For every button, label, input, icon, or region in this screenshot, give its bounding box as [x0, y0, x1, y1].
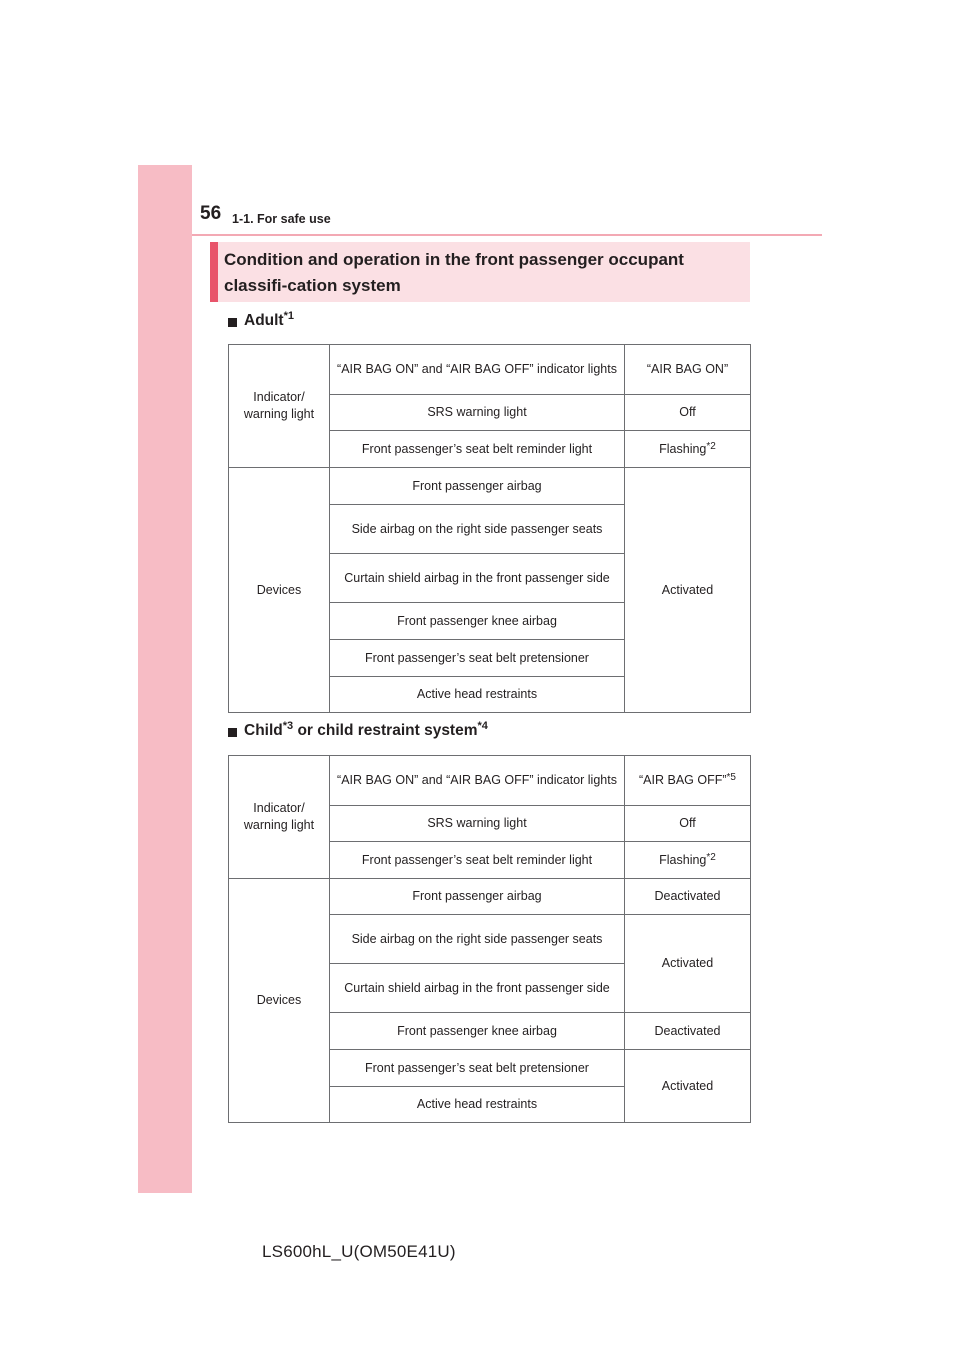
- curtain-airbag-cell: Curtain shield airbag in the front passenger side: [330, 964, 625, 1013]
- srs-cell: SRS warning light: [330, 806, 625, 842]
- footer-model-code: LS600hL_U(OM50E41U): [262, 1242, 456, 1261]
- airbag-lights-value-cell: [625, 756, 751, 806]
- table-row: [229, 345, 751, 395]
- square-bullet-icon: [228, 728, 237, 737]
- table-row: [229, 468, 751, 505]
- page-number: 56: [200, 203, 222, 224]
- side-curtain-value-cell: Activated: [625, 915, 751, 1013]
- devices-label-cell: Devices: [229, 879, 330, 1123]
- child-title-footnote-2: *4: [477, 720, 488, 732]
- child-title-footnote: *3: [282, 720, 294, 732]
- devices-value-cell: Activated: [625, 468, 751, 713]
- seatbelt-value-footnote: *2: [706, 851, 716, 863]
- pretensioner-head-value-cell: Activated: [625, 1050, 751, 1123]
- side-strip: [138, 165, 192, 1193]
- seatbelt-value-cell: [625, 431, 751, 468]
- airbag-lights-cell: “AIR BAG ON” and “AIR BAG OFF” indicator lights: [330, 345, 625, 395]
- knee-airbag-value-cell: Deactivated: [625, 1013, 751, 1050]
- pretensioner-cell: Front passenger’s seat belt pretensioner: [330, 640, 625, 677]
- seatbelt-cell: Front passenger’s seat belt reminder light: [330, 431, 625, 468]
- child-table: [228, 755, 751, 1123]
- indicator-label-cell: Indicator/ warning light: [229, 756, 330, 879]
- adult-heading: [228, 312, 294, 330]
- airbag-lights-cell: “AIR BAG ON” and “AIR BAG OFF” indicator lights: [330, 756, 625, 806]
- header-rule: [192, 234, 822, 236]
- table-row: [229, 879, 751, 915]
- seatbelt-cell: Front passenger’s seat belt reminder light: [330, 842, 625, 879]
- square-bullet-icon: [228, 318, 237, 327]
- adult-title-footnote: *1: [283, 310, 295, 322]
- head-restraints-cell: Active head restraints: [330, 677, 625, 713]
- srs-value-cell: Off: [625, 806, 751, 842]
- airbag-lights-value: “AIR BAG OFF”: [639, 773, 727, 787]
- seatbelt-value: Flashing: [659, 852, 707, 867]
- knee-airbag-cell: Front passenger knee airbag: [330, 603, 625, 640]
- head-restraints-cell: Active head restraints: [330, 1087, 625, 1123]
- curtain-airbag-cell: Curtain shield airbag in the front passenger side: [330, 554, 625, 603]
- airbag-lights-value-cell: “AIR BAG ON”: [625, 345, 751, 395]
- front-airbag-value-cell: Deactivated: [625, 879, 751, 915]
- side-airbag-cell: Side airbag on the right side passenger seats: [330, 915, 625, 964]
- pretensioner-cell: Front passenger’s seat belt pretensioner: [330, 1050, 625, 1087]
- seatbelt-value: Flashing: [659, 441, 707, 456]
- knee-airbag-cell: Front passenger knee airbag: [330, 1013, 625, 1050]
- child-heading: [228, 722, 488, 740]
- seatbelt-value-footnote: *2: [706, 440, 716, 452]
- side-airbag-cell: Side airbag on the right side passenger seats: [330, 505, 625, 554]
- front-airbag-cell: Front passenger airbag: [330, 879, 625, 915]
- table-row: [229, 756, 751, 806]
- heading-text: Condition and operation in the front passenger occupant classifi-cation system: [224, 250, 684, 295]
- section-heading: [210, 242, 750, 302]
- airbag-lights-value-footnote: *5: [726, 772, 736, 783]
- child-title: Child: [244, 722, 283, 739]
- child-title-rest: or child restraint system: [293, 722, 478, 739]
- section-label: 1-1. For safe use: [232, 212, 331, 226]
- adult-title: Adult: [244, 312, 284, 329]
- devices-label-cell: Devices: [229, 468, 330, 713]
- adult-table: [228, 344, 751, 713]
- srs-value-cell: Off: [625, 395, 751, 431]
- front-airbag-cell: Front passenger airbag: [330, 468, 625, 505]
- indicator-label-cell: Indicator/ warning light: [229, 345, 330, 468]
- srs-cell: SRS warning light: [330, 395, 625, 431]
- seatbelt-value-cell: [625, 842, 751, 879]
- heading-accent-bar: [210, 242, 218, 302]
